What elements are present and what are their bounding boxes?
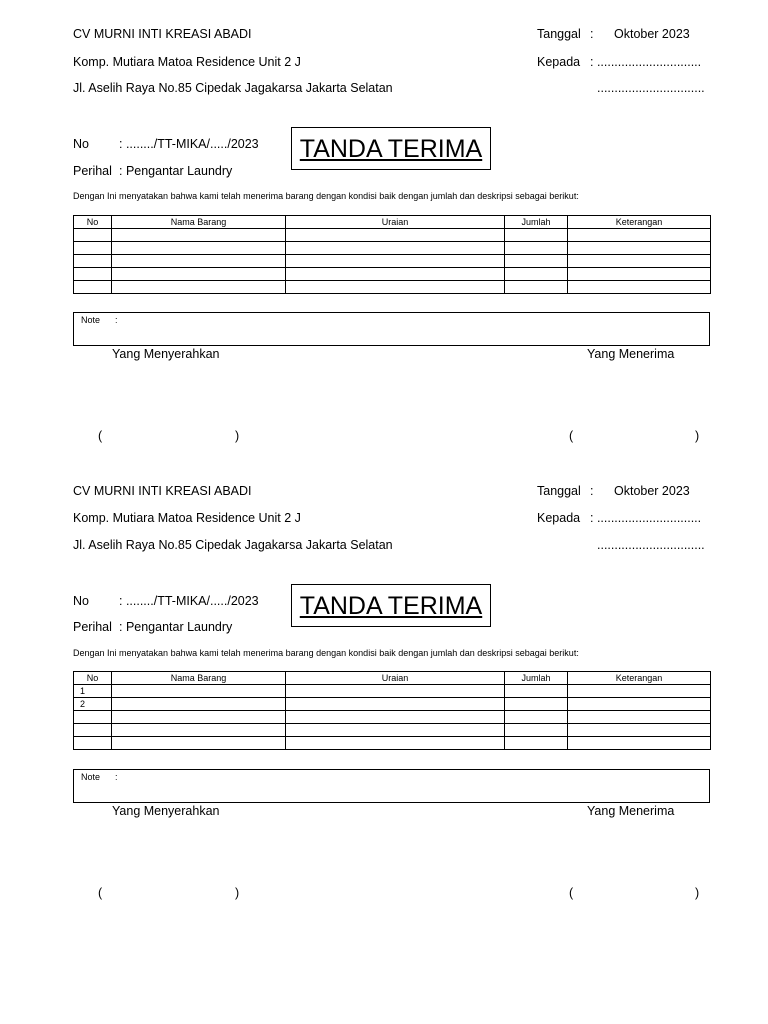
cell-nama-barang	[112, 255, 286, 268]
cell-uraian	[286, 229, 505, 242]
cell-keterangan	[568, 268, 711, 281]
cell-uraian	[286, 255, 505, 268]
kepada-label: Kepada	[537, 55, 581, 69]
table-row	[74, 255, 711, 268]
cell-keterangan	[568, 737, 711, 750]
sender-label: Yang Menyerahkan	[112, 804, 220, 818]
title-box	[291, 127, 491, 170]
tanggal-colon: :	[590, 27, 594, 41]
header-no: No	[74, 216, 112, 229]
row-number: 1	[74, 685, 112, 698]
cell-jumlah	[505, 255, 568, 268]
cell-keterangan	[568, 281, 711, 294]
cell-keterangan	[568, 724, 711, 737]
cell-jumlah	[505, 281, 568, 294]
row-number: 2	[74, 698, 112, 711]
cell-nama-barang	[112, 281, 286, 294]
kepada-label: Kepada	[537, 511, 581, 525]
document-title: TANDA TERIMA	[299, 592, 483, 620]
cell-keterangan	[568, 255, 711, 268]
note-colon: :	[115, 315, 118, 325]
cell-nama-barang	[112, 737, 286, 750]
cell-keterangan	[568, 698, 711, 711]
tanggal-colon: :	[590, 484, 594, 498]
cell-jumlah	[505, 698, 568, 711]
items-table	[73, 671, 711, 750]
note-box	[73, 769, 710, 803]
cell-uraian	[286, 268, 505, 281]
receiver-label: Yang Menerima	[587, 804, 675, 818]
receipt-2	[0, 457, 768, 914]
row-number	[74, 711, 112, 724]
receiver-signature-close-paren: )	[695, 429, 700, 443]
cell-uraian	[286, 242, 505, 255]
cell-uraian	[286, 724, 505, 737]
table-row	[74, 737, 711, 750]
header-keterangan: Keterangan	[568, 672, 711, 685]
header-no: No	[74, 672, 112, 685]
company-name: CV MURNI INTI KREASI ABADI	[73, 27, 252, 41]
row-number	[74, 242, 112, 255]
cell-jumlah	[505, 242, 568, 255]
statement-text: Dengan Ini menyatakan bahwa kami telah menerima barang dengan kondisi baik dengan jumlah dan deskripsi sebagai berikut:	[73, 191, 579, 201]
cell-keterangan	[568, 242, 711, 255]
kepada-value: : ..............................	[590, 511, 702, 525]
cell-keterangan	[568, 229, 711, 242]
cell-keterangan	[568, 685, 711, 698]
table-header-row	[74, 216, 711, 229]
sender-signature-open-paren: (	[98, 886, 103, 900]
table-row	[74, 281, 711, 294]
cell-jumlah	[505, 711, 568, 724]
sender-label: Yang Menyerahkan	[112, 347, 220, 361]
cell-uraian	[286, 698, 505, 711]
statement-text: Dengan Ini menyatakan bahwa kami telah menerima barang dengan kondisi baik dengan jumlah dan deskripsi sebagai berikut:	[73, 648, 579, 658]
perihal-label: Perihal	[73, 620, 112, 634]
row-number	[74, 268, 112, 281]
cell-jumlah	[505, 229, 568, 242]
no-value: : ......../TT-MIKA/...../2023	[119, 594, 259, 608]
header-uraian: Uraian	[286, 672, 505, 685]
table-row	[74, 724, 711, 737]
cell-jumlah	[505, 724, 568, 737]
tanggal-label: Tanggal	[537, 484, 581, 498]
row-number	[74, 229, 112, 242]
cell-nama-barang	[112, 724, 286, 737]
table-row	[74, 685, 711, 698]
table-row	[74, 242, 711, 255]
cell-nama-barang	[112, 685, 286, 698]
address-line-1: Komp. Mutiara Matoa Residence Unit 2 J	[73, 55, 301, 69]
header-nama-barang: Nama Barang	[112, 216, 286, 229]
cell-keterangan	[568, 711, 711, 724]
table-row	[74, 711, 711, 724]
cell-jumlah	[505, 737, 568, 750]
cell-nama-barang	[112, 698, 286, 711]
cell-uraian	[286, 737, 505, 750]
row-number	[74, 255, 112, 268]
header-jumlah: Jumlah	[505, 216, 568, 229]
cell-nama-barang	[112, 229, 286, 242]
cell-jumlah	[505, 268, 568, 281]
document-title: TANDA TERIMA	[299, 135, 483, 163]
receiver-label: Yang Menerima	[587, 347, 675, 361]
no-label: No	[73, 594, 89, 608]
cell-nama-barang	[112, 242, 286, 255]
receiver-signature-close-paren: )	[695, 886, 700, 900]
no-value: : ......../TT-MIKA/...../2023	[119, 137, 259, 151]
cell-uraian	[286, 711, 505, 724]
address-line-1: Komp. Mutiara Matoa Residence Unit 2 J	[73, 511, 301, 525]
table-header-row	[74, 672, 711, 685]
row-number	[74, 737, 112, 750]
cell-jumlah	[505, 685, 568, 698]
header-uraian: Uraian	[286, 216, 505, 229]
receipt-1	[0, 0, 768, 457]
note-label: Note	[81, 315, 101, 325]
row-number	[74, 281, 112, 294]
tanggal-label: Tanggal	[537, 27, 581, 41]
receiver-signature-open-paren: (	[569, 429, 574, 443]
address-line-2: Jl. Aselih Raya No.85 Cipedak Jagakarsa Jakarta Selatan	[73, 538, 393, 552]
company-name: CV MURNI INTI KREASI ABADI	[73, 484, 252, 498]
cell-nama-barang	[112, 268, 286, 281]
receiver-signature-open-paren: (	[569, 886, 574, 900]
address-line-2: Jl. Aselih Raya No.85 Cipedak Jagakarsa Jakarta Selatan	[73, 81, 393, 95]
cell-uraian	[286, 281, 505, 294]
row-number	[74, 724, 112, 737]
cell-uraian	[286, 685, 505, 698]
header-jumlah: Jumlah	[505, 672, 568, 685]
tanggal-value: Oktober 2023	[614, 27, 690, 41]
note-colon: :	[115, 772, 118, 782]
sender-signature-open-paren: (	[98, 429, 103, 443]
kepada-value-line-2: ...............................	[597, 538, 705, 552]
kepada-value-line-2: ...............................	[597, 81, 705, 95]
perihal-value: : Pengantar Laundry	[119, 164, 233, 178]
perihal-value: : Pengantar Laundry	[119, 620, 233, 634]
sender-signature-close-paren: )	[235, 429, 240, 443]
note-label: Note	[81, 772, 101, 782]
table-row	[74, 229, 711, 242]
cell-nama-barang	[112, 711, 286, 724]
sender-signature-close-paren: )	[235, 886, 240, 900]
no-label: No	[73, 137, 89, 151]
table-row	[74, 698, 711, 711]
note-box	[73, 312, 710, 346]
title-box	[291, 584, 491, 627]
items-table	[73, 215, 711, 294]
tanggal-value: Oktober 2023	[614, 484, 690, 498]
table-row	[74, 268, 711, 281]
kepada-value: : ..............................	[590, 55, 702, 69]
header-nama-barang: Nama Barang	[112, 672, 286, 685]
header-keterangan: Keterangan	[568, 216, 711, 229]
perihal-label: Perihal	[73, 164, 112, 178]
